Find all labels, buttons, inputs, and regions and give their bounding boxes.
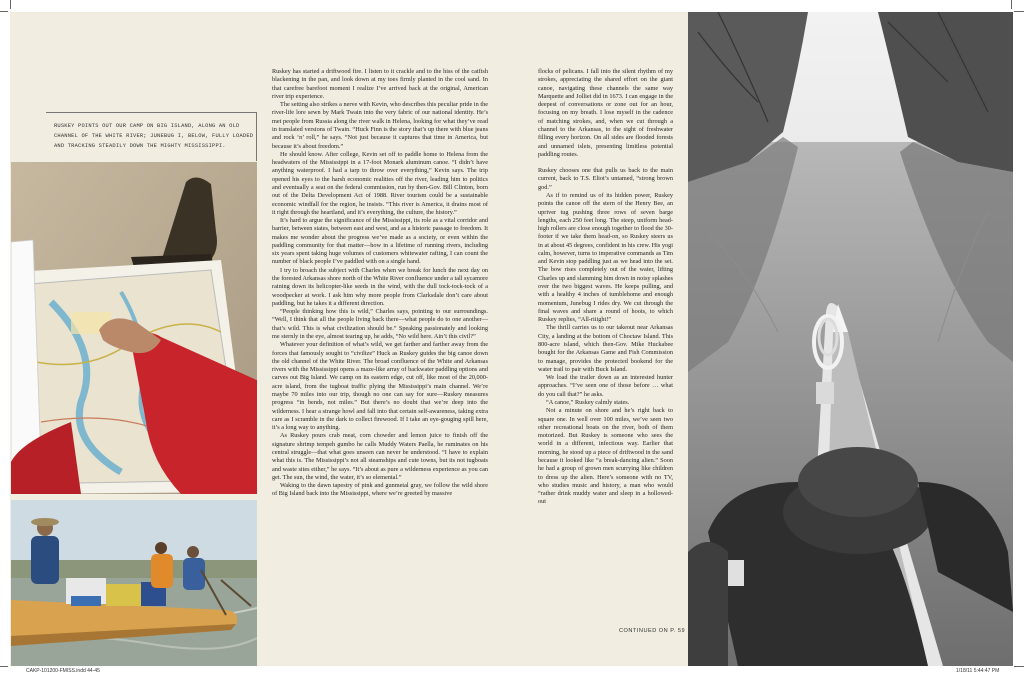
paragraph: Not a minute on shore and he’s right back to square one. In well over 100 miles, we’ve seen two other recreational boats on the river, both of them motorized. But Ruskey is someone who sees the world in a different, infectious way. Earlier that morning, he stood up a piece of driftwood in the sand because it looked like “a break-dancing alien.” Soon he had a group of grown men scurrying like children to dress up the alien. Here’s someone with no TV, who studies music and history, a man who would “rather drink muddy water and sleep in a hollowed-out: [538, 407, 673, 506]
paragraph: Waking to the dawn tapestry of pink and gunmetal gray, we follow the wild shore of Big Island back into the Mississippi, where we’re greeted by massive: [272, 482, 488, 498]
paragraph: The thrill carries us to our takeout near Arkansas City, a landing at the bottom of Choctaw Island. This 800-acre island, which then-Gov. Mike Huckabee bought for the Arkansas Game and Fish Commission to manage, provides the protected bookend for the water trail to pair with Buck Island.: [538, 324, 673, 373]
crop-mark: [0, 666, 8, 667]
file-slug: CAKP-101200-FMISS.indd 44-45: [26, 668, 100, 674]
paragraph: Ruskey chooses one that pulls us back to the main current, back to T.S. Eliot’s untamed, “strong brown god.”: [538, 167, 673, 191]
crop-mark: [1011, 0, 1012, 9]
timestamp-slug: 1/18/11 5:44:47 PM: [956, 668, 1000, 674]
paragraph: We load the trailer down as an interested hunter approaches. “I’ve seen one of those before … what do you call that?” he asks.: [538, 374, 673, 398]
paragraph: As Ruskey pours crab meat, corn chowder and lemon juice to finish off the signature shrimp tempeh gumbo he calls Muddy Waters Paella, he ruminates on his central struggle—that what goes unseen can never be understood. “I have to explain what this is. The Mississippi’s not all steamships and cute towns, but its not tugboats and waste sites either,” he says. “It’s about as pure a wilderness experience as you can get. The sun, the wind, the water, it’s so elemental.”: [272, 432, 488, 481]
paragraph: He should know. After college, Kevin set off to paddle home to Helena from the headwaters of the Mississippi in a 17-foot Monark aluminum canoe. “I didn’t have anything waterproof. I had a tarp to throw over everything,” Kevin says. The trip opened his eyes to the harsh economic realities off the river, leading him to politics and eventually a seat on the federal commission, run by then-Gov. Bill Clinton, born out of the Delta Development Act of 1988. River tourism could be a sustainable economic windfall for the region, he insists. “This river is America, it drains most of it right through the heartland, and it’s everything, the culture, the history.”: [272, 150, 488, 216]
paragraph: I try to broach the subject with Charles when we break for lunch the next day on the forested Arkansas shore north of the White River confluence under a tall sycamore raining down its helicopter-like seeds in the wind, with the dull tock-tock-tock of a woodpecker at work. I ask him why more people from Clarksdale don’t care about paddling, but he takes it a different direction.: [272, 266, 488, 307]
article-column-right: [538, 68, 673, 624]
paragraph: flocks of pelicans. I fall into the silent rhythm of my strokes, appreciating the shared effort on the giant canoe, navigating these channels the same way Marquette and Jolliet did in 1673. I can engage in the deepest of conversations or zone out for an hour, focusing on my breath. I lose myself in the cadence of matching strokes, and, when we cut through a channel to the Arkansas, to the sight of freshwater filling every horizon. On all sides are flooded forests and unnamed islets, presenting limitless potential paddling routes.: [538, 68, 673, 158]
paragraph: As if to remind us of its hidden power, Ruskey points the canoe off the stern of the Henry Bee, an upriver tug pushing three rows of seven barge lengths, each 250 feet long. The steep, uniform head-high rollers are close enough together to flood the 30-footer if we take them head-on, so Ruskey steers us in at about 45 degrees, confident in his crew. His yogi calm, however, turns to imperative commands as Tim and Kevin stop paddling just as we head into the set. The bow rises completely out of the water, lifting Charles up and slamming him down in noisy splashes over the two biggest waves. He keeps pulling, and with a healthy 4 inches of tumblehome and enough momentum, Junebug I rides dry. We cut through the final waves and share a round of hoots, to which Ruskey replies, “All-riiight!”: [538, 191, 673, 324]
continued-note: CONTINUED ON P. 59: [619, 628, 686, 634]
paragraph: “A canoe,” Ruskey calmly states.: [546, 398, 630, 406]
photo-caption: RUSKEY POINTS OUT OUR CAMP ON BIG ISLAND, ALONG AN OLD CHANNEL OF THE WHITE RIVER; JUNEBUG I, BELOW, FULLY LOADED AND TRACKING STEADILY DOWN THE MIGHTY MISSISSIPPI.: [54, 123, 254, 149]
paragraph: “People thinking how this is wild,” Charles says, pointing to our surroundings. “Well, I think that all the people living back there—what people do to one another—that’s wild. This is what civilization should be.” Speaking passionately and looking me sternly in the eye, almost tearing up, he adds, “No wild here. Ain’t this civil?”: [272, 308, 488, 340]
article-column-middle: [272, 68, 488, 620]
paragraph: Whatever your definition of what’s wild, we get farther and farther away from the forces that famously sought to “civilize” Huck as Ruskey guides the big canoe down the old channel of the White River. The broad confluence of the White and Arkansas rivers with the Mississippi opens a maze-like array of backwater paddling options and carves out Big Island. We camp on its eastern edge, cut off, like most of the 20,000-acre island, from the tugboat traffic plying the Mississippi’s main channel. We’re maybe 70 miles into our trip, though no one can say for sure—Ruskey measures progress “in bends, not miles.” But there’s no doubt that we’re deep into the wilderness. I hear a strange howl and fall into that certain self-awareness, taking extra care as I scramble in the dark to collect firewood. If I take an eye-gouging spill here, it’s a long way to anything.: [272, 341, 488, 432]
paragraph: It’s hard to argue the significance of the Mississippi, its role as a vital corridor and barrier, between states, between east and west, and as a historic passage to freedom. It makes me wonder about the progress we’ve made as a society, or even within the paddling community for that matter—how in a lifetime of running rivers, including six years spent taking huge volumes of customers whitewater rafting, I can count the number of black people I’ve paddled with on a single hand.: [272, 217, 488, 266]
paragraph: Ruskey has started a driftwood fire. I listen to it crackle and to the hiss of the catfish blackening in the pan, and look down at my toes firmly planted in the cool sand. In that carefree barefoot moment I realize I’ve arrived back at the original, American river trip experience.: [272, 68, 488, 100]
map-photo: [11, 162, 257, 494]
crop-mark: [1014, 666, 1024, 667]
canoe-bow-photo: [688, 12, 1013, 666]
crop-mark: [10, 0, 11, 9]
paragraph: The setting also strikes a nerve with Kevin, who describes this peculiar pride in the river-life lore sewn by Mark Twain into the very fabric of our national identity. He’s met people from Russia along the river walk in Helena, looking for what they’ve read in translated versions of Twain. “Huck Finn is the story that’s up there with blue jeans and rock ‘n’ roll,” he says. “Not just because it captures that time in America, but because it’s about freedom.”: [272, 101, 488, 150]
crop-mark: [0, 11, 8, 12]
crop-mark: [1014, 11, 1024, 12]
canoe-photo: [11, 500, 257, 666]
